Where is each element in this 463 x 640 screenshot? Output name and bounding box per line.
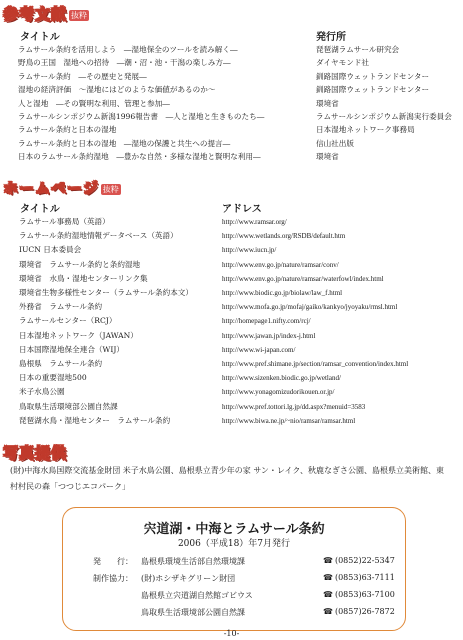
publication-tel-number: (0857)26-7872 [334, 607, 395, 616]
homepage-title: 鳥取県生活環境部公園自然課 [19, 401, 118, 411]
publication-tel-number: (0852)22-5347 [334, 556, 395, 565]
homepage-url[interactable]: http://www.mofa.go.jp/mofaj/gaiko/kankyo/jyoyaku/rmsl.html [222, 303, 398, 312]
homepage-row [0, 301, 463, 313]
phone-icon: ☎ [323, 573, 333, 582]
publication-row [93, 573, 393, 584]
publication-label: 制作協力： [93, 574, 133, 583]
homepage-row [0, 372, 463, 384]
publication-org: 島根県立宍道湖自然館ゴビウス [141, 591, 253, 600]
references-heading [3, 2, 89, 24]
homepage-url[interactable]: http://www.sizenken.biodic.go.jp/wetland/ [222, 374, 341, 383]
homepage-url[interactable]: http://www.yonagomizudorikouen.or.jp/ [222, 388, 335, 397]
homepage-url[interactable]: http://www.wi-japan.com/ [222, 345, 296, 354]
homepage-row [0, 230, 463, 242]
publication-org: (財)ホシザキグリーン財団 [141, 574, 236, 583]
publication-label: 発 行： [93, 557, 133, 566]
photos-title: 写真提供 [3, 443, 68, 462]
reference-row [0, 124, 463, 136]
homepage-url[interactable]: http://homepage1.nifty.com/rcj/ [222, 317, 311, 326]
homepages-title: ホームページ [3, 178, 99, 197]
publication-org: 鳥取県生活環境部公園自然課 [141, 608, 245, 617]
homepage-url[interactable]: http://www.env.go.jp/nature/ramsar/waterfowl/index.html [222, 274, 384, 283]
phone-icon: ☎ [323, 607, 333, 616]
reference-title: ラムサールシンポジウム新潟1996報告書 ―人と湿地と生きものたち― [18, 112, 265, 121]
publication-row [93, 590, 393, 601]
homepage-url[interactable]: http://www.pref.shimane.jp/section/ramsar_convention/index.html [222, 360, 409, 368]
reference-title: 人と湿地 ―その賢明な利用、管理と参加― [18, 98, 170, 108]
homepage-row [0, 401, 463, 413]
homepage-url[interactable]: http://www.biodic.go.jp/biolaw/law_f.html [222, 289, 343, 297]
homepage-title: 環境省 ラムサール条約と条約湿地 [19, 259, 141, 269]
publication-tel-number: (0853)63-7100 [334, 590, 395, 599]
reference-row [0, 138, 463, 150]
reference-publisher: 釧路国際ウェットランドセンター [316, 71, 430, 81]
homepage-row [0, 415, 463, 427]
homepage-row [0, 315, 463, 327]
homepage-title: IUCN 日本委員会 [19, 245, 82, 255]
homepage-row [0, 287, 463, 299]
photos-credit-text: (財)中海水鳥国際交流基金財団 米子水鳥公園、島根県立青少年の家 サン・レイク、秋鹿なぎさ公園、島根県立美術館、東村村民の森「つつじエコパーク」 [10, 466, 445, 491]
reference-title: 日本のラムサール条約湿地 ―豊かな自然・多様な湿地と賢明な利用― [18, 152, 261, 162]
homepages-heading [3, 176, 121, 198]
publication-row [93, 556, 393, 567]
homepage-title: 日本湿地ネットワーク（JAWAN） [19, 330, 138, 340]
publication-date: 2006（平成18）年7月発行 [177, 539, 291, 549]
homepage-url[interactable]: http://www.biwa.ne.jp/~nio/ramsar/ramsar.html [222, 416, 356, 425]
page-number: -10- [223, 629, 240, 638]
reference-publisher: 日本湿地ネットワーク事務局 [316, 125, 415, 135]
homepage-title: 外務省 ラムサール条約 [19, 302, 103, 312]
homepages-sub: 抜粋 [102, 185, 119, 194]
homepage-title: 環境省 水鳥・湿地センターリンク集 [19, 273, 148, 283]
publication-tel [323, 556, 395, 565]
homepage-row [0, 330, 463, 342]
references-col-publisher: 発行所 [316, 32, 346, 43]
homepage-row [0, 386, 463, 398]
publication-org: 島根県環境生活部自然環境課 [141, 557, 245, 566]
reference-publisher: ラムサールシンポジウム新潟実行委員会 [316, 112, 452, 121]
homepages-col-title: タイトル [20, 204, 60, 215]
reference-title: ラムサール条約と日本の湿地 [18, 125, 117, 135]
reference-title: ラムサール条約を活用しよう ―湿地保全のツールを読み解く― [18, 45, 238, 54]
references-sub: 抜粋 [71, 11, 88, 20]
phone-icon: ☎ [323, 590, 333, 599]
reference-row [0, 111, 463, 123]
publication-tel [323, 590, 395, 599]
reference-publisher: 環境省 [316, 152, 339, 162]
homepage-title: ラムサール事務局（英語） [19, 217, 110, 226]
reference-publisher: 環境省 [316, 98, 339, 108]
reference-row [0, 98, 463, 110]
homepage-row [0, 216, 463, 228]
homepage-row [0, 259, 463, 271]
homepage-url[interactable]: http://www.ramsar.org/ [222, 218, 287, 226]
references-col-title: タイトル [20, 32, 60, 43]
publication-tel-number: (0853)63-7111 [334, 573, 395, 582]
references-title: 参考文献 [3, 4, 68, 23]
reference-publisher: 信山社出版 [316, 138, 354, 148]
homepage-row [0, 273, 463, 285]
reference-row [0, 44, 463, 56]
reference-title: 湿地の経済評価 ～湿地にはどのような価値があるのか～ [18, 85, 216, 95]
reference-title: ラムサール条約と日本の湿地 ―湿地の保護と共生への提言― [18, 138, 231, 148]
reference-title: ラムサール条約 ―その歴史と発展― [18, 71, 147, 81]
homepage-title: ラムサール条約湿地情報データベース（英語） [19, 231, 178, 241]
reference-row [0, 71, 463, 83]
reference-publisher: ダイヤモンド社 [316, 58, 370, 68]
homepage-row [0, 358, 463, 370]
homepage-title: ラムサールセンター（RCJ） [19, 316, 117, 326]
publication-row [93, 607, 393, 618]
homepage-title: 琵琶湖水鳥・湿地センター ラムサール条約 [19, 415, 171, 425]
homepage-url[interactable]: http://www.pref.tottori.lg.jp/dd.aspx?menuid=3583 [222, 402, 366, 411]
photos-heading [3, 441, 67, 463]
publication-tel [323, 607, 395, 616]
reference-publisher: 琵琶湖ラムサール研究会 [316, 45, 400, 54]
homepage-title: 日本の重要湿地500 [19, 373, 87, 383]
phone-icon: ☎ [323, 556, 333, 565]
publication-box [62, 507, 406, 631]
reference-row [0, 57, 463, 69]
reference-row [0, 84, 463, 96]
homepage-title: 島根県 ラムサール条約 [19, 359, 103, 368]
publication-title: 宍道湖・中海とラムサール条約 [143, 522, 325, 537]
homepage-row [0, 344, 463, 356]
homepage-title: 日本国際湿地保全連合（WIJ） [19, 344, 124, 354]
reference-publisher: 釧路国際ウェットランドセンター [316, 85, 430, 95]
homepages-col-address: アドレス [222, 204, 262, 215]
reference-title: 野鳥の王国 湿地への招待 ―潮・沼・池・干潟の楽しみ方― [18, 58, 231, 68]
homepage-url[interactable]: http://www.wetlands.org/RSDB/default.htm [222, 232, 346, 241]
homepage-url[interactable]: http://www.jawan.jp/index-j.html [222, 331, 316, 340]
homepage-title: 米子水鳥公園 [19, 387, 65, 397]
reference-row [0, 151, 463, 163]
homepage-url[interactable]: http://www.iucn.jp/ [222, 246, 277, 255]
publication-tel [323, 573, 395, 582]
homepage-url[interactable]: http://www.env.go.jp/nature/ramsar/conv/ [222, 260, 339, 269]
homepage-row [0, 244, 463, 256]
homepage-title: 環境省生物多様性センター（ラムサール条約本文） [19, 288, 193, 297]
